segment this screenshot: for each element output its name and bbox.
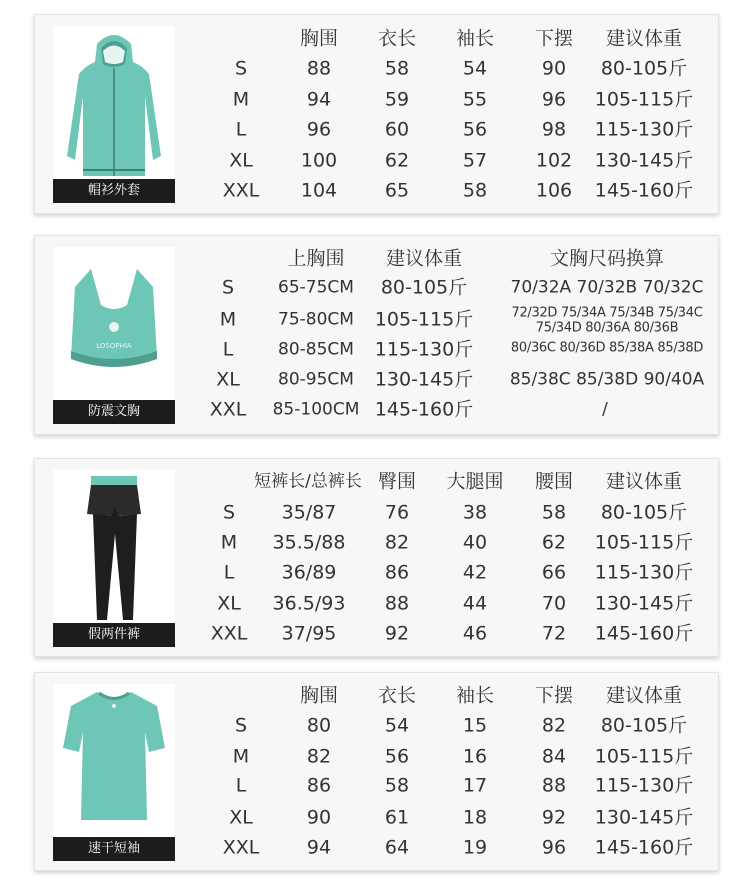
size-card-pants xyxy=(34,458,719,657)
table-cell: 16 xyxy=(462,745,488,768)
table-cell: 75-80CM xyxy=(278,309,354,330)
size-label: XXL xyxy=(209,398,247,421)
table-cell: 62 xyxy=(541,531,567,554)
size-label: M xyxy=(219,308,237,331)
col-header: 下摆 xyxy=(534,684,574,707)
table-cell: 58 xyxy=(541,501,567,524)
col-header: 下摆 xyxy=(534,27,574,50)
col-header: 衣长 xyxy=(377,684,417,707)
table-cell: 58 xyxy=(384,57,410,80)
table-cell: 80-85CM xyxy=(278,339,354,360)
table-cell: 44 xyxy=(462,592,488,615)
table-cell: 104 xyxy=(300,179,338,202)
table-cell: 88 xyxy=(541,774,567,797)
col-header: 建议体重 xyxy=(605,684,683,707)
table-cell: 82 xyxy=(384,531,410,554)
table-cell: 94 xyxy=(306,88,332,111)
table-cell: 36.5/93 xyxy=(272,592,346,615)
size-card-tee xyxy=(34,672,719,871)
table-cell: 85-100CM xyxy=(272,399,360,420)
table-cell: 88 xyxy=(384,592,410,615)
table-cell: 115-130斤 xyxy=(594,774,694,797)
product-caption: 帽衫外套 xyxy=(53,179,175,203)
table-cell: 92 xyxy=(384,622,410,645)
table-cell: 130-145斤 xyxy=(374,368,474,391)
table-cell: 145-160斤 xyxy=(594,179,694,202)
table-cell: 72/32D 75/34A 75/34B 75/34C xyxy=(511,305,703,321)
table-cell: 75/34D 80/36A 80/36B xyxy=(535,320,679,336)
size-label: S xyxy=(221,276,235,299)
tee-illustration xyxy=(53,684,175,861)
table-cell: 80-105斤 xyxy=(600,714,688,737)
table-cell: 94 xyxy=(306,836,332,859)
product-caption: 速干短袖 xyxy=(53,837,175,861)
col-header: 建议体重 xyxy=(605,470,683,493)
table-cell: 86 xyxy=(306,774,332,797)
size-card-hoodie xyxy=(34,14,719,214)
size-label: XL xyxy=(217,592,241,615)
product-caption: 假两件裤 xyxy=(53,623,175,647)
size-label: XXL xyxy=(222,836,260,859)
table-cell: 56 xyxy=(462,118,488,141)
table-cell: 38 xyxy=(462,501,488,524)
table-cell: 105-115斤 xyxy=(594,88,694,111)
table-cell: 145-160斤 xyxy=(374,398,474,421)
table-cell: 56 xyxy=(384,745,410,768)
table-cell: 19 xyxy=(462,836,488,859)
pants-illustration xyxy=(53,470,175,647)
table-cell: 35.5/88 xyxy=(272,531,346,554)
size-label: XL xyxy=(229,149,253,172)
product-photo-tee xyxy=(53,684,175,861)
table-cell: 72 xyxy=(541,622,567,645)
table-cell: 145-160斤 xyxy=(594,836,694,859)
product-caption: 防震文胸 xyxy=(53,400,175,424)
col-header: 衣长 xyxy=(377,27,417,50)
table-cell: 55 xyxy=(462,88,488,111)
product-photo-hoodie xyxy=(53,26,175,203)
table-cell: 65 xyxy=(384,179,410,202)
table-cell: 66 xyxy=(541,561,567,584)
table-cell: 76 xyxy=(384,501,410,524)
table-cell: 40 xyxy=(462,531,488,554)
table-cell: 80-105斤 xyxy=(600,57,688,80)
table-cell: 58 xyxy=(462,179,488,202)
size-label: XL xyxy=(216,368,240,391)
col-header: 袖长 xyxy=(455,684,495,707)
size-label: L xyxy=(222,338,234,361)
size-card-bra xyxy=(34,235,719,435)
table-cell: 96 xyxy=(541,88,567,111)
size-label: L xyxy=(235,118,247,141)
table-cell: 61 xyxy=(384,806,410,829)
table-cell: 96 xyxy=(306,118,332,141)
table-cell: 90 xyxy=(541,57,567,80)
table-cell: 96 xyxy=(541,836,567,859)
table-cell: 90 xyxy=(306,806,332,829)
table-cell: 80-105斤 xyxy=(380,276,468,299)
col-header: 胸围 xyxy=(299,27,339,50)
table-cell: 62 xyxy=(384,149,410,172)
table-cell: 65-75CM xyxy=(278,277,354,298)
size-label: M xyxy=(220,531,238,554)
table-cell: 130-145斤 xyxy=(594,806,694,829)
svg-text:LOSOPHIA: LOSOPHIA xyxy=(96,342,132,350)
table-cell: 37/95 xyxy=(281,622,337,645)
table-cell: 100 xyxy=(300,149,338,172)
size-label: M xyxy=(232,88,250,111)
table-cell: 105-115斤 xyxy=(594,531,694,554)
table-cell: 57 xyxy=(462,149,488,172)
table-cell: 59 xyxy=(384,88,410,111)
table-cell: 106 xyxy=(535,179,573,202)
col-header: 建议体重 xyxy=(605,27,683,50)
col-header: 臀围 xyxy=(377,470,417,493)
table-cell: 86 xyxy=(384,561,410,584)
table-cell: 115-130斤 xyxy=(374,338,474,361)
col-header: 袖长 xyxy=(455,27,495,50)
table-cell: 115-130斤 xyxy=(594,118,694,141)
table-cell: 46 xyxy=(462,622,488,645)
table-cell: 105-115斤 xyxy=(374,308,474,331)
table-cell: 80 xyxy=(306,714,332,737)
size-label: L xyxy=(223,561,235,584)
table-cell: 105-115斤 xyxy=(594,745,694,768)
table-cell: / xyxy=(602,399,608,420)
product-photo-bra xyxy=(53,247,175,424)
size-label: S xyxy=(234,57,248,80)
size-label: L xyxy=(235,774,247,797)
table-cell: 80-105斤 xyxy=(600,501,688,524)
table-cell: 35/87 xyxy=(281,501,337,524)
col-header: 建议体重 xyxy=(385,247,463,270)
table-cell: 80-95CM xyxy=(278,369,354,390)
col-header: 腰围 xyxy=(534,470,574,493)
size-label: S xyxy=(234,714,248,737)
product-photo-pants xyxy=(53,470,175,647)
table-cell: 54 xyxy=(384,714,410,737)
size-label: XXL xyxy=(210,622,248,645)
table-cell: 84 xyxy=(541,745,567,768)
table-cell: 92 xyxy=(541,806,567,829)
table-cell: 18 xyxy=(462,806,488,829)
table-cell: 88 xyxy=(306,57,332,80)
table-cell: 80/36C 80/36D 85/38A 85/38D xyxy=(510,340,704,356)
size-label: XXL xyxy=(222,179,260,202)
table-cell: 130-145斤 xyxy=(594,592,694,615)
table-cell: 115-130斤 xyxy=(594,561,694,584)
table-cell: 82 xyxy=(306,745,332,768)
table-cell: 130-145斤 xyxy=(594,149,694,172)
table-cell: 54 xyxy=(462,57,488,80)
table-cell: 15 xyxy=(462,714,488,737)
col-header: 文胸尺码换算 xyxy=(549,247,665,270)
col-header: 短裤长/总裤长 xyxy=(254,471,362,492)
table-cell: 85/38C 85/38D 90/40A xyxy=(509,369,705,390)
table-cell: 145-160斤 xyxy=(594,622,694,645)
table-cell: 82 xyxy=(541,714,567,737)
table-cell: 17 xyxy=(462,774,488,797)
table-cell: 102 xyxy=(535,149,573,172)
bra-illustration xyxy=(53,247,175,424)
hoodie-illustration xyxy=(53,26,175,203)
size-label: XL xyxy=(229,806,253,829)
size-label: S xyxy=(222,501,236,524)
col-header: 胸围 xyxy=(299,684,339,707)
col-header: 大腿围 xyxy=(446,470,504,493)
table-cell: 42 xyxy=(462,561,488,584)
table-cell: 98 xyxy=(541,118,567,141)
table-cell: 64 xyxy=(384,836,410,859)
table-cell: 60 xyxy=(384,118,410,141)
table-cell: 36/89 xyxy=(281,561,337,584)
table-cell: 58 xyxy=(384,774,410,797)
table-cell: 70/32A 70/32B 70/32C xyxy=(510,277,704,298)
size-label: M xyxy=(232,745,250,768)
col-header: 上胸围 xyxy=(287,247,345,270)
table-cell: 70 xyxy=(541,592,567,615)
